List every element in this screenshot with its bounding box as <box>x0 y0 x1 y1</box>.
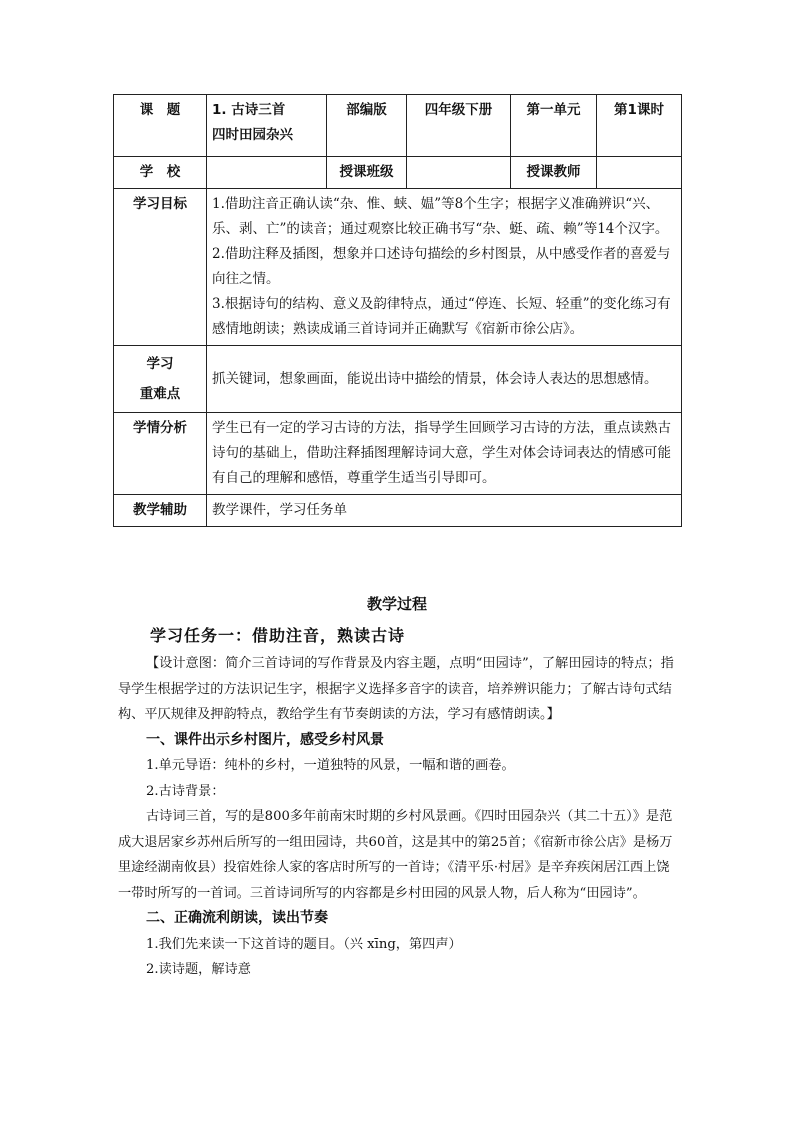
class-label: 授课班级 <box>327 157 407 189</box>
process-body <box>118 651 678 983</box>
school-label: 学 校 <box>114 157 207 189</box>
s1-background: 古诗词三首，写的是800多年前南宋时期的乡村风景画。《四时田园杂兴（其二十五）》是范成大退居家乡苏州后所写的一组田园诗，共60首，这是其中的第25首；《宿新市徐公店》是杨万里途经湖南攸县）投宿姓徐人家的客店时所写的一首诗；《清平乐·村居》是辛弃疾闲居江西上饶一带时所写的一首词。三首诗词所写的内容都是乡村田园的风景人物，后人称为“田园诗”。 <box>118 809 673 901</box>
table-row <box>114 189 682 346</box>
s1-item1: 1.单元导语：纯朴的乡村，一道独特的风景，一幅和谐的画卷。 <box>146 758 515 773</box>
aids-label: 教学辅助 <box>114 495 207 527</box>
task1-title: 学习任务一：借助注音，熟读古诗 <box>150 626 406 645</box>
school-value <box>207 157 327 189</box>
goals-content <box>207 189 682 346</box>
lesson-title <box>207 95 327 157</box>
period-cell: 第1课时 <box>597 95 682 157</box>
aids-content: 教学课件，学习任务单 <box>207 495 682 527</box>
teacher-value <box>597 157 682 189</box>
goal-item: 2.借助注释及插图，想象并口述诗句描绘的乡村图景，从中感受作者的喜爱与向往之情。 <box>212 246 671 287</box>
analysis-label: 学情分析 <box>114 413 207 495</box>
table-row <box>114 95 682 157</box>
edition-cell: 部编版 <box>327 95 407 157</box>
table-row <box>114 495 682 527</box>
key-points-content: 抓关键词，想象画面，能说出诗中描绘的情景，体会诗人表达的思想感情。 <box>207 346 682 413</box>
lesson-info-table <box>113 94 682 527</box>
lesson-title-line1: 1. 古诗三首 <box>212 102 286 118</box>
table-row <box>114 157 682 189</box>
goal-item: 3.根据诗句的结构、意义及韵律特点，通过“停连、长短、轻重”的变化练习有感情地朗读；熟读成诵三首诗词并正确默写《宿新市徐公店》。 <box>212 296 671 337</box>
table-row <box>114 346 682 413</box>
teacher-label: 授课教师 <box>511 157 597 189</box>
goal-item: 1.借助注音正确认读“杂、惟、蛱、媪”等8个生字；根据字义准确辨识“兴、乐、剥、亡”的读音；通过观察比较正确书写“杂、蜓、疏、赖”等14个汉字。 <box>212 196 669 237</box>
section2-title: 二、正确流利朗读，读出节奏 <box>146 910 328 926</box>
s2-item2: 2.读诗题，解诗意 <box>146 962 251 977</box>
key-points-label: 学习 重难点 <box>114 346 207 413</box>
design-intent: 【设计意图：简介三首诗词的写作背景及内容主题，点明“田园诗”，了解田园诗的特点；指导学生根据学过的方法识记生字，根据字义选择多音字的读音，培养辨识能力；了解古诗句式结构、平仄规律及押韵特点，教给学生有节奏朗读的方法，学习有感情朗读。】 <box>118 656 674 722</box>
goals-label: 学习目标 <box>114 189 207 346</box>
unit-cell: 第一单元 <box>511 95 597 157</box>
s2-item1: 1.我们先来读一下这首诗的题目。（兴 xīng，第四声） <box>146 936 462 952</box>
lesson-title-line2: 四时田园杂兴 <box>212 127 293 143</box>
analysis-content: 学生已有一定的学习古诗的方法，指导学生回顾学习古诗的方法，重点读熟古诗句的基础上，借助注释插图理解诗词大意，学生对体会诗词表达的情感可能有自己的理解和感悟，尊重学生适当引导即可。 <box>207 413 682 495</box>
process-title: 教学过程 <box>366 595 427 613</box>
topic-label: 课 题 <box>114 95 207 157</box>
s1-item2: 2.古诗背景： <box>146 783 225 799</box>
class-value <box>407 157 511 189</box>
grade-cell: 四年级下册 <box>407 95 511 157</box>
section1-title: 一、课件出示乡村图片，感受乡村风景 <box>146 731 384 748</box>
table-row <box>114 413 682 495</box>
